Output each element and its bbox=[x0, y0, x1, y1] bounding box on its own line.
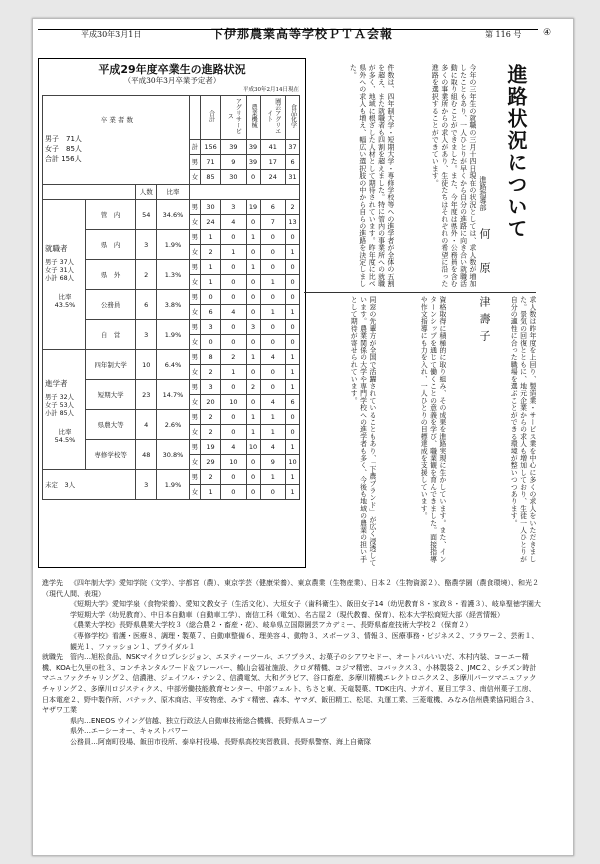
value-cell: 0 bbox=[200, 290, 220, 305]
value-cell: 20 bbox=[200, 395, 220, 410]
value-cell: 1 bbox=[286, 305, 300, 320]
value-cell: 4 bbox=[260, 440, 286, 455]
value-cell: 0 bbox=[260, 485, 286, 500]
value-cell: 1 bbox=[246, 350, 260, 365]
ratio-header: 比率 bbox=[157, 185, 189, 200]
ratio-cell: 1.9% bbox=[157, 320, 189, 350]
value-cell: 1 bbox=[260, 275, 286, 290]
value-cell: 0 bbox=[221, 260, 247, 275]
ratio-cell: 2.6% bbox=[157, 410, 189, 440]
gender-cell: 女 bbox=[189, 245, 200, 260]
value-cell: 0 bbox=[260, 290, 286, 305]
value-cell: 3 bbox=[200, 380, 220, 395]
advancement-entry: 進学先 《四年制大学》愛知学院（文学）、宇都宮（農）、東京学芸（健康栄養）、東京農業（生物産業）、日本２（生物資源２）、酪農学園（農食環境）、和光２（現代人間、表現） bbox=[42, 579, 539, 598]
value-cell: 1 bbox=[200, 275, 220, 290]
value-cell: 6 bbox=[286, 395, 300, 410]
value-cell: 0 bbox=[200, 335, 220, 350]
value-cell: 31 bbox=[286, 170, 300, 185]
gender-cell: 男 bbox=[189, 200, 200, 215]
career-table-box bbox=[38, 58, 306, 568]
value-cell: 1 bbox=[221, 365, 247, 380]
blank-cell bbox=[43, 185, 136, 200]
value-cell: 0 bbox=[260, 320, 286, 335]
advance-label-cell: 進学者 男子 32人 女子 53人 小計 85人 比率 54.5% bbox=[43, 350, 86, 470]
advancement-label: 進学先 bbox=[42, 579, 63, 587]
count-cell: 23 bbox=[136, 380, 157, 410]
count-cell: 6 bbox=[136, 290, 157, 320]
advancement-entry: 《専修学校》看護・医療８、調理・製菓７、自動車整備６、理美容４、動物３、スポーツ３、情報３、医療事務・ビジネス２、フラワー２、芸術１、観光１、ファッション１、ブライダル１ bbox=[70, 631, 539, 651]
gender-cell: 女 bbox=[189, 335, 200, 350]
value-cell: 6 bbox=[260, 200, 286, 215]
value-cell: 0 bbox=[260, 380, 286, 395]
value-cell: 0 bbox=[221, 485, 247, 500]
table-subtitle: （平成30年3月卒業予定者） bbox=[123, 76, 221, 85]
column-header: 合計 bbox=[200, 96, 220, 140]
category-cell: 専修学校等 bbox=[86, 440, 136, 470]
value-cell: 0 bbox=[286, 320, 300, 335]
value-cell: 2 bbox=[200, 365, 220, 380]
value-cell: 0 bbox=[286, 410, 300, 425]
value-cell: 39 bbox=[246, 155, 260, 170]
value-cell: 2 bbox=[286, 200, 300, 215]
destination-lists bbox=[42, 578, 542, 748]
value-cell: 0 bbox=[221, 425, 247, 440]
gender-cell: 女 bbox=[189, 485, 200, 500]
article-column-4: 資格取得に積極的に取り組み、その成果を進路実現に生かしています。また、インターンシップを通じて働くことの意義を学び、職業観を育んできました。面接指導や作文指導にも力を入れ、一人ひとりの目標達成を支援しています。 bbox=[419, 296, 446, 563]
gender-cell: 男 bbox=[189, 410, 200, 425]
value-cell: 1 bbox=[260, 305, 286, 320]
gender-cell: 女 bbox=[189, 455, 200, 470]
value-cell: 6 bbox=[200, 305, 220, 320]
value-cell: 1 bbox=[286, 380, 300, 395]
count-summary-cell: 卒 業 者 数 男子 71人 女子 85人 合計 156人 bbox=[43, 96, 190, 185]
value-cell: 0 bbox=[260, 245, 286, 260]
value-cell: 0 bbox=[286, 230, 300, 245]
value-cell: 10 bbox=[286, 455, 300, 470]
value-cell: 0 bbox=[221, 275, 247, 290]
value-cell: 41 bbox=[260, 140, 286, 155]
value-cell: 0 bbox=[246, 395, 260, 410]
employment-entry: 県外…エーシーオー、キャストパワー bbox=[70, 727, 189, 736]
ratio-cell: 34.6% bbox=[157, 200, 189, 230]
gender-cell: 男 bbox=[189, 350, 200, 365]
value-cell: 1 bbox=[200, 260, 220, 275]
gender-cell: 男 bbox=[189, 230, 200, 245]
value-cell: 1 bbox=[286, 485, 300, 500]
value-cell: 1 bbox=[260, 425, 286, 440]
value-cell: 0 bbox=[260, 230, 286, 245]
value-cell: 10 bbox=[221, 455, 247, 470]
employment-list bbox=[42, 652, 542, 747]
count-cell: 10 bbox=[136, 350, 157, 380]
value-cell: 0 bbox=[221, 320, 247, 335]
value-cell: 0 bbox=[221, 290, 247, 305]
category-cell: 公務員 bbox=[86, 290, 136, 320]
employment-entry: 公務員…阿南町役場、飯田市役所、泰阜村役場、長野県高校実習教員、長野県警察、海上自衛隊 bbox=[70, 737, 371, 746]
value-cell: 24 bbox=[200, 215, 220, 230]
career-table bbox=[42, 95, 300, 500]
value-cell: 1 bbox=[286, 245, 300, 260]
gender-cell: 女 bbox=[189, 275, 200, 290]
blank-cell bbox=[189, 185, 299, 200]
value-cell: 7 bbox=[260, 215, 286, 230]
value-cell: 1 bbox=[200, 230, 220, 245]
gender-cell: 女 bbox=[189, 170, 200, 185]
employment-label: 就職先 bbox=[42, 653, 63, 662]
value-cell: 1 bbox=[246, 260, 260, 275]
value-cell: 71 bbox=[200, 155, 220, 170]
gender-cell: 女 bbox=[189, 365, 200, 380]
value-cell: 0 bbox=[221, 230, 247, 245]
value-cell: 0 bbox=[246, 365, 260, 380]
column-header: 園芸アグリエイト bbox=[260, 96, 286, 140]
value-cell: 10 bbox=[221, 395, 247, 410]
category-cell: 短期大学 bbox=[86, 380, 136, 410]
issue-date: 平成30年3月1日 bbox=[81, 30, 142, 39]
category-cell: 四年制大学 bbox=[86, 350, 136, 380]
value-cell: 39 bbox=[221, 140, 247, 155]
value-cell: 85 bbox=[200, 170, 220, 185]
value-cell: 0 bbox=[246, 215, 260, 230]
gender-cell: 女 bbox=[189, 305, 200, 320]
category-cell: 県農大等 bbox=[86, 410, 136, 440]
gender-cell: 男 bbox=[189, 290, 200, 305]
ratio-cell: 1.9% bbox=[157, 470, 189, 500]
value-cell: 0 bbox=[286, 260, 300, 275]
value-cell: 1 bbox=[200, 485, 220, 500]
advancement-entry: 《農業大学校》長野県農業大学校３（総合農２・畜産・花）、岐阜県立国際園芸アカデミー、長野県畜産技術大学校２（保育２） bbox=[70, 621, 473, 630]
blank-cell bbox=[189, 96, 200, 140]
value-cell: 2 bbox=[200, 425, 220, 440]
count-cell: 54 bbox=[136, 200, 157, 230]
value-cell: 0 bbox=[221, 335, 247, 350]
value-cell: 0 bbox=[246, 290, 260, 305]
gender-cell: 女 bbox=[189, 395, 200, 410]
gender-cell: 女 bbox=[189, 215, 200, 230]
column-divider bbox=[304, 292, 536, 293]
value-cell: 1 bbox=[246, 230, 260, 245]
value-cell: 4 bbox=[260, 350, 286, 365]
value-cell: 1 bbox=[286, 440, 300, 455]
value-cell: 0 bbox=[246, 275, 260, 290]
category-cell: 自 営 bbox=[86, 320, 136, 350]
table-row bbox=[43, 470, 300, 485]
count-cell: 2 bbox=[136, 260, 157, 290]
value-cell: 0 bbox=[260, 335, 286, 350]
value-cell: 1 bbox=[260, 470, 286, 485]
value-cell: 29 bbox=[200, 455, 220, 470]
value-cell: 0 bbox=[246, 245, 260, 260]
value-cell: 19 bbox=[246, 200, 260, 215]
people-header: 人数 bbox=[136, 185, 157, 200]
column-header: 食品化学 bbox=[286, 96, 300, 140]
value-cell: 9 bbox=[221, 155, 247, 170]
value-cell: 1 bbox=[246, 425, 260, 440]
gender-cell: 男 bbox=[189, 440, 200, 455]
category-cell: 県 内 bbox=[86, 230, 136, 260]
value-cell: 156 bbox=[200, 140, 220, 155]
value-cell: 0 bbox=[286, 335, 300, 350]
newsletter-title: 下伊那農業高等学校ＰＴＡ会報 bbox=[211, 27, 394, 41]
value-cell: 4 bbox=[221, 215, 247, 230]
value-cell: 24 bbox=[260, 170, 286, 185]
value-cell: 2 bbox=[221, 350, 247, 365]
count-cell: 4 bbox=[136, 410, 157, 440]
value-cell: 2 bbox=[200, 470, 220, 485]
value-cell: 4 bbox=[221, 440, 247, 455]
article-column-5: 同窓の先輩方が全国で活躍されていることもあり、「下農ブランド」が広く浸透しています。農業関係の大学や専門学校への進学者も多く、今後も地域の農業の担い手として期待が寄せられています。 bbox=[349, 296, 376, 567]
ratio-cell: 14.7% bbox=[157, 380, 189, 410]
gender-cell: 男 bbox=[189, 470, 200, 485]
table-row bbox=[43, 185, 300, 200]
category-cell: 管 内 bbox=[86, 200, 136, 230]
value-cell: 30 bbox=[221, 170, 247, 185]
value-cell: 0 bbox=[286, 275, 300, 290]
value-cell: 1 bbox=[286, 350, 300, 365]
value-cell: 0 bbox=[260, 260, 286, 275]
gender-cell: 女 bbox=[189, 425, 200, 440]
gender-cell: 男 bbox=[189, 155, 200, 170]
value-cell: 6 bbox=[286, 155, 300, 170]
value-cell: 10 bbox=[246, 440, 260, 455]
masthead bbox=[33, 19, 573, 47]
ratio-cell: 30.8% bbox=[157, 440, 189, 470]
gender-cell: 男 bbox=[189, 320, 200, 335]
value-cell: 17 bbox=[260, 155, 286, 170]
value-cell: 0 bbox=[246, 485, 260, 500]
employment-entry: 就職先 管内…旭松食品、NSKマイクロプレシジョン、エヌティーツール、エフプラス、お菓子のシアワセドー、オートバルいいだ、木村内装、コーエー精機、KOA七久里の杜３、コンチネンタルフード＆フレーバー、鶴山会福祉施設、クロダ精機、コジマ精密、コバックス３、小林製袋２、JMC２、シチズン時計マニュファクチャリング２、信濃港、ジェイフル・テン２、信濃電気、大和グラビア、谷口畜産、多摩川精機エレクトロニクス２、多摩川パーツマニュファクチャリング２、多摩川ロジスティクス、中部労働技能教育センター、中部フェルト、ちさと東、天竜製菓、TDK庄内、ナガイ、夏目工学３、南信州菓子工房、日本電産２、野中製作所、パテック、原木商店、平安物産、みすゞ精密、森本、ヤマダ、飯田精工、松尾、丸運工業、三菱電機、みなみ信州農業協同組合３、ヤザワ工業 bbox=[42, 653, 539, 715]
value-cell: 1 bbox=[286, 365, 300, 380]
count-cell: 3 bbox=[136, 230, 157, 260]
ratio-cell: 1.9% bbox=[157, 230, 189, 260]
column-header: アグリサービス bbox=[221, 96, 247, 140]
value-cell: 0 bbox=[286, 290, 300, 305]
value-cell: 1 bbox=[221, 245, 247, 260]
page-number: ④ bbox=[543, 28, 552, 38]
value-cell: 2 bbox=[246, 380, 260, 395]
advancement-entry: 《短期大学》愛知学泉（食物栄養）、愛知文教女子（生活文化）、大垣女子（歯科衛生）、飯田女子14（幼児教育８・家政８・看護３）、岐阜聖徳学園大学短期大学（幼児教育）、中日本自動車（自動車工学）、南信工科（電気）、名古屋２（現代教養、保育）、松本大学松商短大部（経営情報） bbox=[70, 600, 541, 619]
column-header: 農業機械 bbox=[246, 96, 260, 140]
value-cell: 0 bbox=[286, 425, 300, 440]
value-cell: 8 bbox=[200, 350, 220, 365]
count-cell: 3 bbox=[136, 470, 157, 500]
value-cell: 2 bbox=[200, 410, 220, 425]
ratio-cell: 3.8% bbox=[157, 290, 189, 320]
gender-cell: 計 bbox=[189, 140, 200, 155]
value-cell: 0 bbox=[221, 470, 247, 485]
gender-cell: 男 bbox=[189, 380, 200, 395]
value-cell: 4 bbox=[260, 395, 286, 410]
value-cell: 13 bbox=[286, 215, 300, 230]
byline-role: 進路指導部 bbox=[479, 176, 487, 211]
article-headline: 進路状況について bbox=[504, 64, 528, 240]
employment-entry: 県内…ENEOS ウイング信越、独立行政法人自動車技術総合機構、長野県Ａコープ bbox=[70, 716, 327, 725]
article-column-2: 件数は、四年制大学・短期大学・専修学校等への進学者が全体の五割を超え、また就職者も四割を超えました。特に管内の事業所への就職が多く、地域に根ざした人材として期待されています。昨年度に比べ県外への求人も増え、幅広い選択肢の中から自らの進路を決定しました。 bbox=[348, 64, 394, 288]
value-cell: 1 bbox=[286, 470, 300, 485]
employ-label-cell: 就職者 男子 37人 女子 31人 小計 68人 比率 43.5% bbox=[43, 200, 86, 350]
value-cell: 0 bbox=[246, 170, 260, 185]
value-cell: 3 bbox=[200, 320, 220, 335]
gender-cell: 男 bbox=[189, 260, 200, 275]
value-cell: 0 bbox=[246, 305, 260, 320]
table-row bbox=[43, 96, 300, 140]
table-title: 平成29年度卒業生の進路状況 bbox=[98, 63, 246, 76]
ratio-cell: 1.3% bbox=[157, 260, 189, 290]
issue-number: 第 116 号 bbox=[485, 30, 522, 39]
table-row bbox=[43, 350, 300, 365]
value-cell: 9 bbox=[260, 455, 286, 470]
value-cell: 0 bbox=[246, 335, 260, 350]
value-cell: 0 bbox=[246, 455, 260, 470]
count-cell: 3 bbox=[136, 320, 157, 350]
table-as-of: 平成30年2月14日現在 bbox=[243, 87, 299, 93]
value-cell: 1 bbox=[246, 410, 260, 425]
undecided-cell: 未定 3人 bbox=[43, 470, 136, 500]
value-cell: 2 bbox=[200, 245, 220, 260]
value-cell: 4 bbox=[221, 305, 247, 320]
value-cell: 19 bbox=[200, 440, 220, 455]
value-cell: 0 bbox=[221, 410, 247, 425]
ratio-cell: 6.4% bbox=[157, 350, 189, 380]
value-cell: 37 bbox=[286, 140, 300, 155]
value-cell: 39 bbox=[246, 140, 260, 155]
value-cell: 0 bbox=[260, 365, 286, 380]
count-cell: 48 bbox=[136, 440, 157, 470]
value-cell: 3 bbox=[246, 320, 260, 335]
byline-name: 何 原 津壽子 bbox=[478, 228, 491, 347]
value-cell: 1 bbox=[260, 410, 286, 425]
table-row bbox=[43, 200, 300, 215]
value-cell: 30 bbox=[200, 200, 220, 215]
value-cell: 3 bbox=[221, 200, 247, 215]
article-column-1: 今年の三年生の就職の三月十四日現在の状況としては、求人数が増加したこともあり、一人ひとりが早くから自分の進路に向き合い就職活動に取り組むことができました。また、今年度は県外・公務員を含む多くの事業所からの求人があり、生徒たちはそれぞれの希望に沿った進路を選択することができています。 bbox=[430, 64, 476, 288]
value-cell: 0 bbox=[246, 470, 260, 485]
masthead-rule bbox=[38, 29, 538, 30]
value-cell: 0 bbox=[221, 380, 247, 395]
category-cell: 県 外 bbox=[86, 260, 136, 290]
advancement-list bbox=[42, 578, 542, 652]
article-column-3: 求人数は昨年度を上回り、製造業・サービス業を中心に多くの求人をいただきました。景気の回復とともに、地元企業からの求人も増加しており、生徒一人ひとりが自分の適性に合った職場を選ぶことができる環境が整いつつあります。 bbox=[509, 296, 536, 563]
